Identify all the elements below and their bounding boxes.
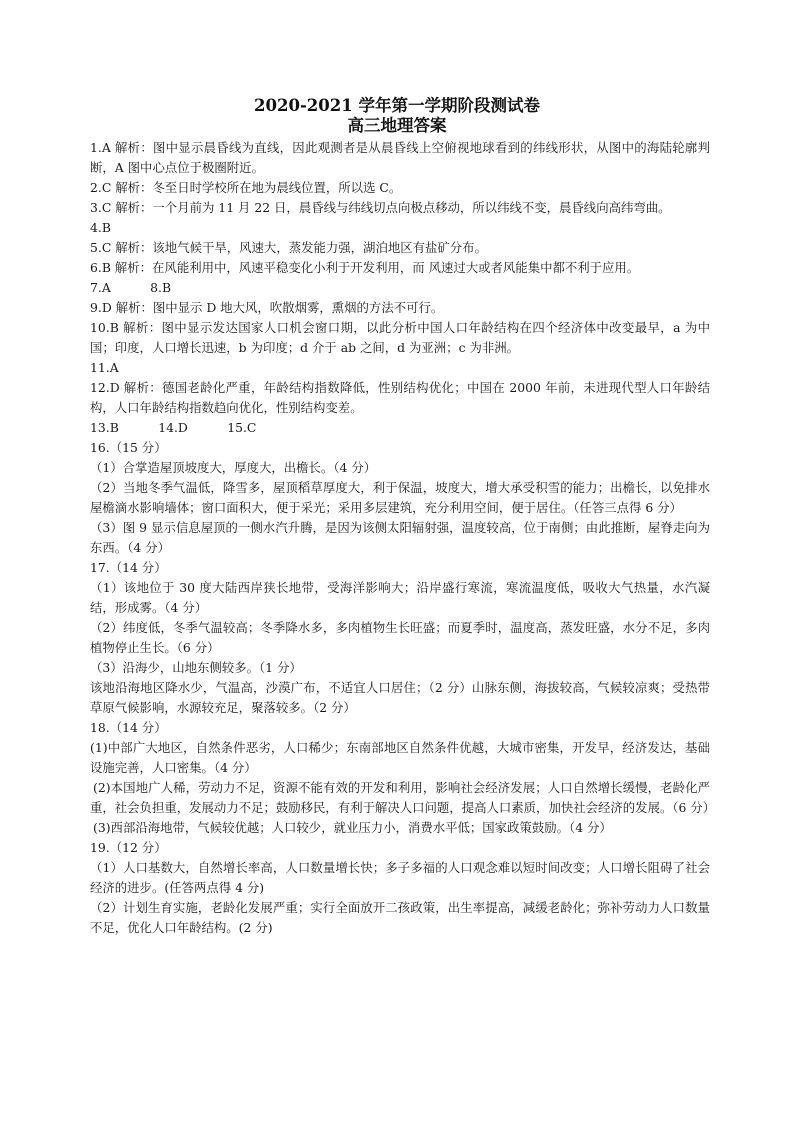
answer-3: 3.C 解析：一个月前为 11 月 22 日，晨昏线与纬线切点向极点移动，所以纬线不变，晨昏线向高纬弯曲。 bbox=[90, 200, 671, 215]
answer-16-3: （3）图 9 显示信息屋顶的一侧水汽升腾，是因为该侧太阳辐射强，温度较高，位于南侧；由此推断，屋脊走向为东西。（4 分） bbox=[90, 520, 710, 555]
answer-6: 6.B 解析：在风能利用中，风速平稳变化小利于开发利用，而 风速过大或者风能集中都不利于应用。 bbox=[90, 260, 640, 275]
answer-2: 2.C 解析：冬至日时学校所在地为晨线位置，所以选 C。 bbox=[90, 180, 402, 195]
document-title bbox=[0, 96, 794, 136]
answer-1: 1.A 解析：图中显示晨昏线为直线，因此观测者是从晨昏线上空俯视地球看到的纬线形状，从图中的海陆轮廓判断，A 图中心点位于极圈附近。 bbox=[90, 140, 710, 175]
answer-11: 11.A bbox=[90, 360, 119, 375]
question-19-heading: 19.（12 分） bbox=[90, 840, 167, 855]
answer-18-3: (3)西部沿海地带，气候较优越；人口较少，就业压力小，消费水平低；国家政策鼓励。（4 分） bbox=[93, 820, 612, 835]
answer-17-2: （2）纬度低，冬季气温较高；冬季降水多，多肉植物生长旺盛；而夏季时，温度高，蒸发旺盛，水分不足，多肉植物停止生长。（6 分） bbox=[90, 620, 710, 655]
answer-19-1: （1）人口基数大，自然增长率高，人口数量增长快；多子多福的人口观念难以短时间改变；人口增长阻碍了社会经济的进步。(任答两点得 4 分) bbox=[90, 860, 710, 895]
answer-4: 4.B bbox=[90, 220, 111, 235]
answer-13-15: 13.B 14.D 15.C bbox=[90, 420, 257, 435]
title-line-1: 2020-2021 学年第一学期阶段测试卷 bbox=[254, 96, 540, 115]
answer-17-1: （1）该地位于 30 度大陆西岸狭长地带，受海洋影响大；沿岸盛行寒流，寒流温度低，吸收大气热量，水汽凝结，形成雾。（4 分） bbox=[90, 580, 710, 615]
question-16-heading: 16.（15 分） bbox=[90, 440, 167, 455]
answer-17-3: （3）沿海少，山地东侧较多。（1 分） bbox=[90, 660, 302, 675]
answer-16-2: （2）当地冬季气温低，降雪多，屋顶稻草厚度大，利于保温，坡度大，增大承受积雪的能力；出檐长，以免排水屋檐滴水影响墙体；窗口面积大，便于采光；采用多层建筑，充分利用空间，便于居住。（任答三点得 6 分） bbox=[90, 480, 710, 515]
answer-16-1: （1）合掌造屋顶坡度大，厚度大，出檐长。（4 分） bbox=[90, 460, 377, 475]
question-17-heading: 17.（14 分） bbox=[90, 560, 167, 575]
answer-18-2: (2)本国地广人稀，劳动力不足，资源不能有效的开发和利用，影响社会经济发展；人口自然增长缓慢，老龄化严重，社会负担重，发展动力不足；鼓励移民，有利于解决人口问题，提高人口素质，加快社会经济的发展。（6 分） bbox=[90, 780, 716, 815]
answer-body bbox=[90, 138, 716, 938]
answer-7-8: 7.A 8.B bbox=[90, 280, 172, 295]
title-line-2: 高三地理答案 bbox=[347, 116, 447, 135]
answer-10: 10.B 解析：图中显示发达国家人口机会窗口期，以此分析中国人口年龄结构在四个经济体中改变最早，a 为中国；印度，人口增长迅速，b 为印度；d 介于 ab 之间，d 为亚洲；c 为非洲。 bbox=[90, 320, 710, 355]
answer-5: 5.C 解析：该地气候干旱，风速大，蒸发能力强，湖泊地区有盐矿分布。 bbox=[90, 240, 487, 255]
answer-9: 9.D 解析：图中显示 D 地大风，吹散烟雾，熏烟的方法不可行。 bbox=[90, 300, 444, 315]
question-18-heading: 18.（14 分） bbox=[90, 720, 167, 735]
answer-18-1: (1)中部广大地区，自然条件恶劣，人口稀少；东南部地区自然条件优越，大城市密集，开发早，经济发达，基础设施完善，人口密集。（4 分） bbox=[90, 740, 710, 775]
answer-12: 12.D 解析：德国老龄化严重，年龄结构指数降低，性别结构优化；中国在 2000 年前，未进现代型人口年龄结构，人口年龄结构指数趋向优化，性别结构变差。 bbox=[90, 380, 710, 415]
answer-17-3-detail: 该地沿海地区降水少，气温高，沙漠广布，不适宜人口居住；（2 分）山脉东侧，海拔较高，气候较凉爽；受热带草原气候影响，水源较充足，聚落较多。（2 分） bbox=[90, 680, 710, 715]
answer-19-2: （2）计划生育实施，老龄化发展严重；实行全面放开二孩政策，出生率提高，减缓老龄化；弥补劳动力人口数量不足，优化人口年龄结构。(2 分) bbox=[90, 900, 710, 935]
